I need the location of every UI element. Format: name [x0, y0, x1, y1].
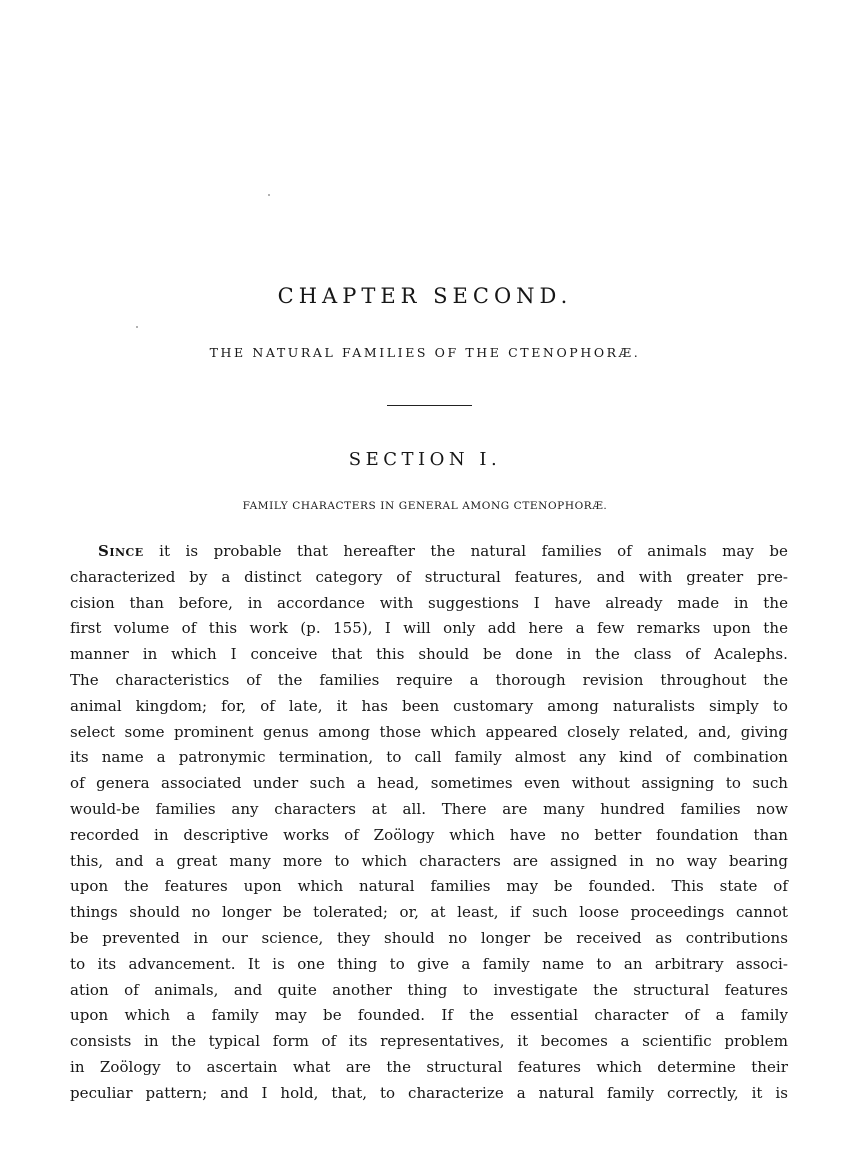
text-line: The characteristics of the families require a thorough revision throughout the: [70, 670, 788, 689]
text-line: in Zoölogy to ascertain what are the structural features which determine their: [70, 1057, 788, 1076]
section-subtitle: FAMILY CHARACTERS IN GENERAL AMONG CTENOPHORÆ.: [242, 500, 608, 512]
text-line: ation of animals, and quite another thing to investigate the structural features: [70, 980, 788, 999]
text-line: of genera associated under such a head, sometimes even without assigning to such: [70, 774, 788, 793]
text-line: first volume of this work (p. 155), I will only add here a few remarks upon the: [70, 619, 788, 638]
text-line: animal kingdom; for, of late, it has been customary among naturalists simply to: [70, 696, 788, 715]
drop-lead-word: Since: [98, 542, 144, 560]
text-line: its name a patronymic termination, to call family almost any kind of combination: [70, 748, 788, 767]
section-title: SECTION I.: [348, 449, 502, 470]
text-line: upon the features upon which natural families may be founded. This state of: [70, 877, 788, 896]
text-line-content: it is probable that hereafter the natural families of animals may be: [143, 542, 788, 560]
text-line: peculiar pattern; and I hold, that, to characterize a natural family correctly, it is: [70, 1083, 788, 1102]
text-line: select some prominent genus among those which appeared closely related, and, giving: [70, 722, 788, 741]
text-line: would-be families any characters at all. There are many hundred families now: [70, 799, 788, 818]
section-divider: [387, 405, 472, 406]
chapter-subtitle: THE NATURAL FAMILIES OF THE CTENOPHORÆ.: [209, 345, 641, 360]
text-line: to its advancement. It is one thing to give a family name to an arbitrary associ-: [70, 954, 788, 973]
margin-speck: [136, 326, 138, 328]
text-line: this, and a great many more to which characters are assigned in no way bearing: [70, 851, 788, 870]
text-line: cision than before, in accordance with suggestions I have already made in the: [70, 593, 788, 612]
text-line: be prevented in our science, they should no longer be received as contributions: [70, 928, 788, 947]
text-line: [70, 539, 788, 565]
chapter-title: CHAPTER SECOND.: [277, 284, 573, 308]
text-line: things should no longer be tolerated; or, at least, if such loose proceedings cannot: [70, 903, 788, 922]
text-line: characterized by a distinct category of structural features, and with greater pre-: [70, 567, 788, 586]
text-line: consists in the typical form of its representatives, it becomes a scientific problem: [70, 1032, 788, 1051]
margin-speck: [268, 194, 270, 196]
body-paragraph: [70, 539, 788, 1107]
text-line: recorded in descriptive works of Zoölogy which have no better foundation than: [70, 825, 788, 844]
text-line: upon which a family may be founded. If the essential character of a family: [70, 1006, 788, 1025]
text-line: manner in which I conceive that this should be done in the class of Acalephs.: [70, 645, 788, 664]
